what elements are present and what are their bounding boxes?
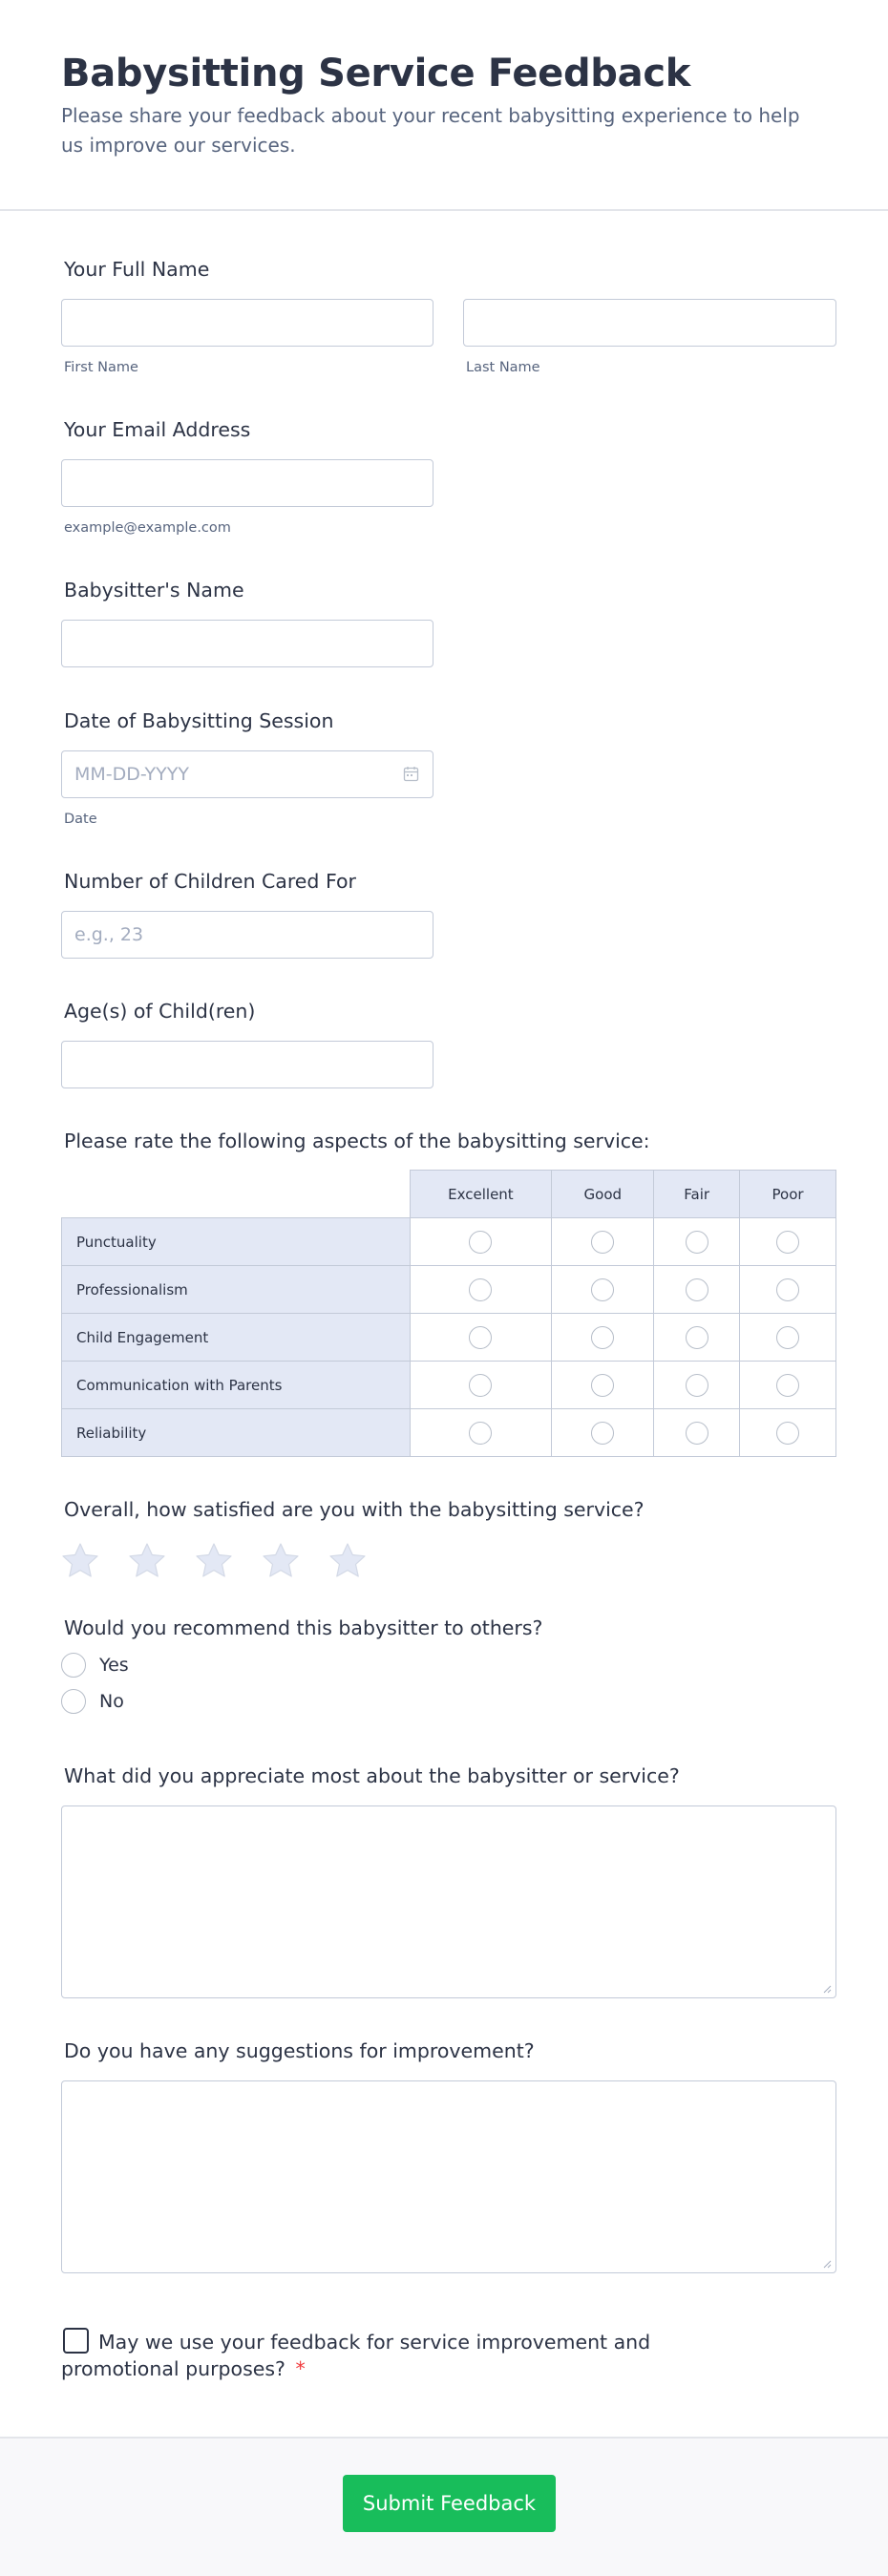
last-name-input[interactable] [463,299,836,347]
matrix-row [62,1218,836,1266]
children-count-input[interactable] [61,911,433,959]
recommend-option-no[interactable] [61,1683,836,1720]
matrix-radio[interactable] [776,1326,799,1349]
matrix-radio[interactable] [469,1422,492,1445]
star-icon[interactable] [128,1542,166,1580]
recommend-option-yes[interactable] [61,1647,836,1683]
matrix-radio[interactable] [686,1231,708,1254]
matrix-radio[interactable] [591,1231,614,1254]
full-name-question [61,256,836,375]
consent-label: May we use your feedback for service improvement and promotional purposes? [61,2331,651,2380]
matrix-radio[interactable] [591,1374,614,1397]
suggestions-label: Do you have any suggestions for improvement? [64,2039,535,2062]
matrix-column-header: Excellent [410,1171,552,1218]
matrix-radio[interactable] [776,1374,799,1397]
session-date-input[interactable] [61,750,433,798]
matrix-corner [62,1171,411,1218]
matrix-radio[interactable] [686,1326,708,1349]
page-title: Babysitting Service Feedback [61,52,691,95]
matrix-row-label: Communication with Parents [62,1362,411,1409]
recommend-option-label: No [99,1691,124,1712]
rating-matrix [61,1170,836,1457]
matrix-column-header: Poor [740,1171,836,1218]
resize-grip-icon[interactable] [823,2260,832,2269]
children-count-question [61,868,433,959]
matrix-column-header: Good [552,1171,654,1218]
matrix-row-label: Child Engagement [62,1314,411,1362]
matrix-radio[interactable] [686,1278,708,1301]
matrix-radio[interactable] [776,1422,799,1445]
rating-matrix-label: Please rate the following aspects of the babysitting service: [64,1130,650,1152]
children-ages-question [61,998,433,1088]
matrix-radio[interactable] [591,1278,614,1301]
resize-grip-icon[interactable] [823,1985,832,1994]
matrix-radio[interactable] [776,1231,799,1254]
children-ages-label: Age(s) of Child(ren) [64,1000,256,1023]
appreciate-textarea[interactable] [61,1805,836,1998]
matrix-row-label: Professionalism [62,1266,411,1314]
calendar-icon[interactable] [403,766,419,782]
required-mark: * [295,2357,306,2380]
matrix-row [62,1362,836,1409]
email-input[interactable] [61,459,433,507]
suggestions-question [61,2038,836,2273]
matrix-radio[interactable] [469,1278,492,1301]
star-icon[interactable] [328,1542,367,1580]
satisfaction-question [61,1496,836,1580]
full-name-label: Your Full Name [64,258,210,281]
consent-question [61,2329,836,2382]
babysitter-name-question [61,577,433,667]
matrix-radio[interactable] [591,1422,614,1445]
matrix-radio[interactable] [469,1231,492,1254]
appreciate-label: What did you appreciate most about the babysitter or service? [64,1764,680,1787]
first-name-input[interactable] [61,299,433,347]
session-date-placeholder: MM-DD-YYYY [74,764,189,785]
radio-no[interactable] [61,1689,86,1714]
matrix-radio[interactable] [591,1326,614,1349]
star-icon[interactable] [61,1542,99,1580]
children-count-label: Number of Children Cared For [64,870,356,893]
appreciate-question [61,1763,836,1998]
rating-matrix-question [61,1128,836,1457]
matrix-radio[interactable] [686,1374,708,1397]
babysitter-name-label: Babysitter's Name [64,579,244,602]
form-header [0,0,888,211]
matrix-row [62,1266,836,1314]
matrix-radio[interactable] [469,1326,492,1349]
matrix-row [62,1314,836,1362]
email-sublabel: example@example.com [64,520,231,536]
email-question [61,416,433,536]
star-icon[interactable] [262,1542,300,1580]
matrix-row-label: Reliability [62,1409,411,1457]
children-count-placeholder: e.g., 23 [74,924,144,945]
recommend-question [61,1615,836,1720]
matrix-row [62,1409,836,1457]
babysitter-name-input[interactable] [61,620,433,667]
matrix-radio[interactable] [776,1278,799,1301]
form-footer [0,2437,888,2576]
first-name-sublabel: First Name [64,360,138,375]
radio-yes[interactable] [61,1653,86,1678]
session-date-label: Date of Babysitting Session [64,709,334,732]
matrix-column-header: Fair [654,1171,740,1218]
matrix-row-label: Punctuality [62,1218,411,1266]
suggestions-textarea[interactable] [61,2080,836,2273]
session-date-sublabel: Date [64,812,97,827]
satisfaction-label: Overall, how satisfied are you with the babysitting service? [64,1498,645,1521]
recommend-label: Would you recommend this babysitter to others? [64,1616,543,1639]
submit-button[interactable]: Submit Feedback [343,2475,556,2532]
matrix-radio[interactable] [469,1374,492,1397]
children-ages-input[interactable] [61,1041,433,1088]
recommend-option-label: Yes [99,1655,129,1676]
session-date-question [61,707,433,827]
star-rating [61,1542,836,1580]
last-name-sublabel: Last Name [466,360,540,375]
page-description: Please share your feedback about your recent babysitting experience to help us improve our services. [61,104,800,157]
email-label: Your Email Address [64,418,251,441]
consent-checkbox-row[interactable] [61,2329,768,2382]
matrix-radio[interactable] [686,1422,708,1445]
consent-checkbox[interactable] [63,2328,89,2354]
star-icon[interactable] [195,1542,233,1580]
